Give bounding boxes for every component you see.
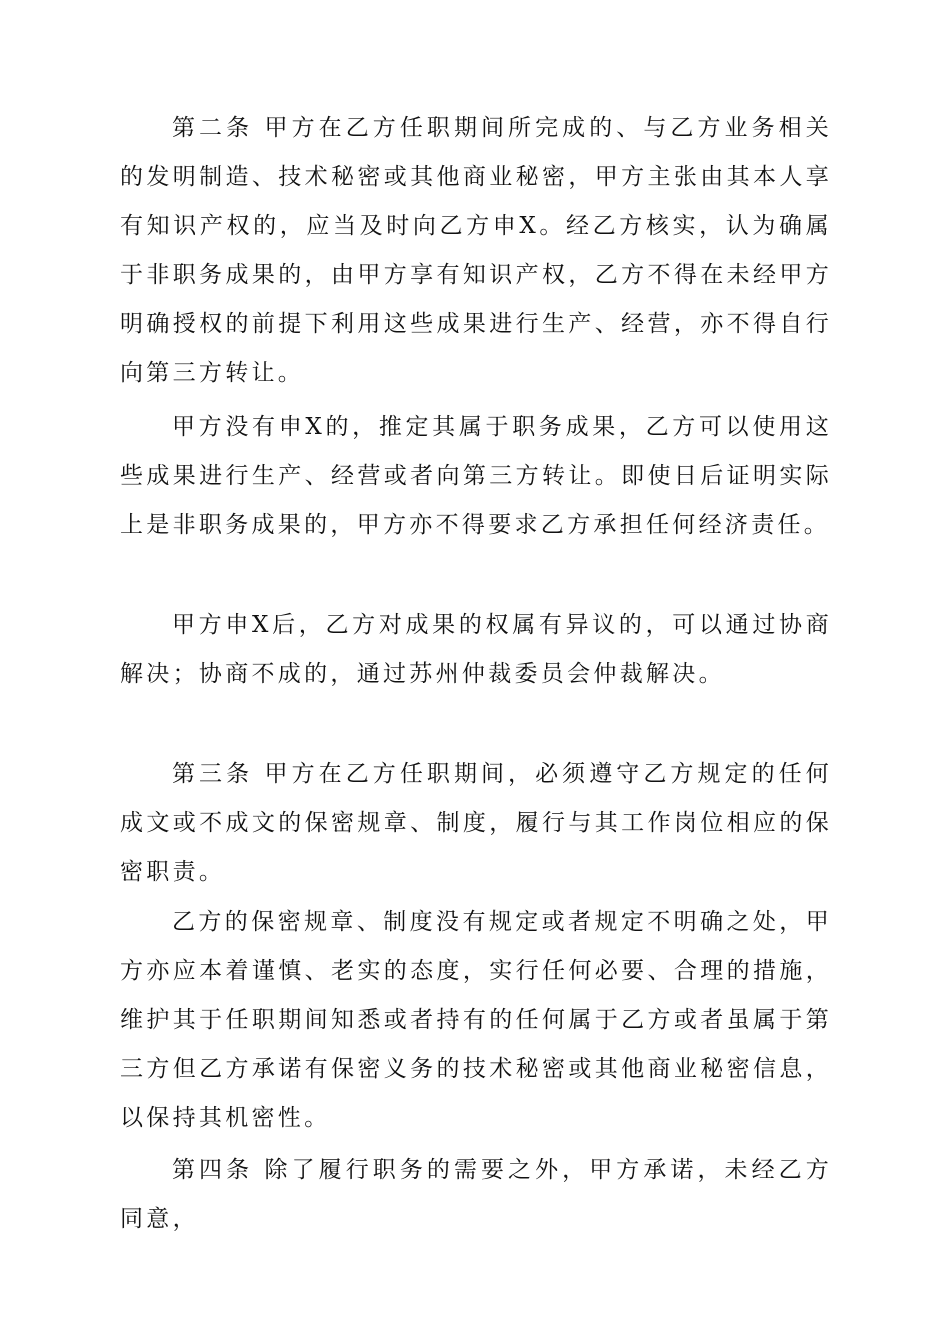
paragraph-article-4: 第四条 除了履行职务的需要之外，甲方承诺，未经乙方同意， — [120, 1157, 832, 1232]
paragraph-dispute-resolution: 甲方申X后，乙方对成果的权属有异议的，可以通过协商解决；协商不成的，通过苏州仲裁委员会仲裁解决。 — [120, 612, 832, 687]
paragraph-no-declaration: 甲方没有申X的，推定其属于职务成果，乙方可以使用这些成果进行生产、经营或者向第三方转让。即使日后证明实际上是非职务成果的，甲方亦不得要求乙方承担任何经济责任。 — [120, 414, 832, 538]
paragraph-article-2: 第二条 甲方在乙方任职期间所完成的、与乙方业务相关的发明制造、技术秘密或其他商业秘密，甲方主张由其本人享有知识产权的，应当及时向乙方申X。经乙方核实，认为确属于非职务成果的，由甲方享有知识产权，乙方不得在未经甲方明确授权的前提下利用这些成果进行生产、经营，亦不得自行向第三方转让。 — [120, 115, 832, 386]
paragraph-article-3: 第三条 甲方在乙方任职期间，必须遵守乙方规定的任何成文或不成文的保密规章、制度，履行与其工作岗位相应的保密职责。 — [120, 761, 832, 885]
paragraph-confidentiality-duty: 乙方的保密规章、制度没有规定或者规定不明确之处，甲方亦应本着谨慎、老实的态度，实行任何必要、合理的措施，维护其于任职期间知悉或者持有的任何属于乙方或者虽属于第三方但乙方承诺有保密义务的技术秘密或其他商业秘密信息，以保持其机密性。 — [120, 909, 832, 1131]
